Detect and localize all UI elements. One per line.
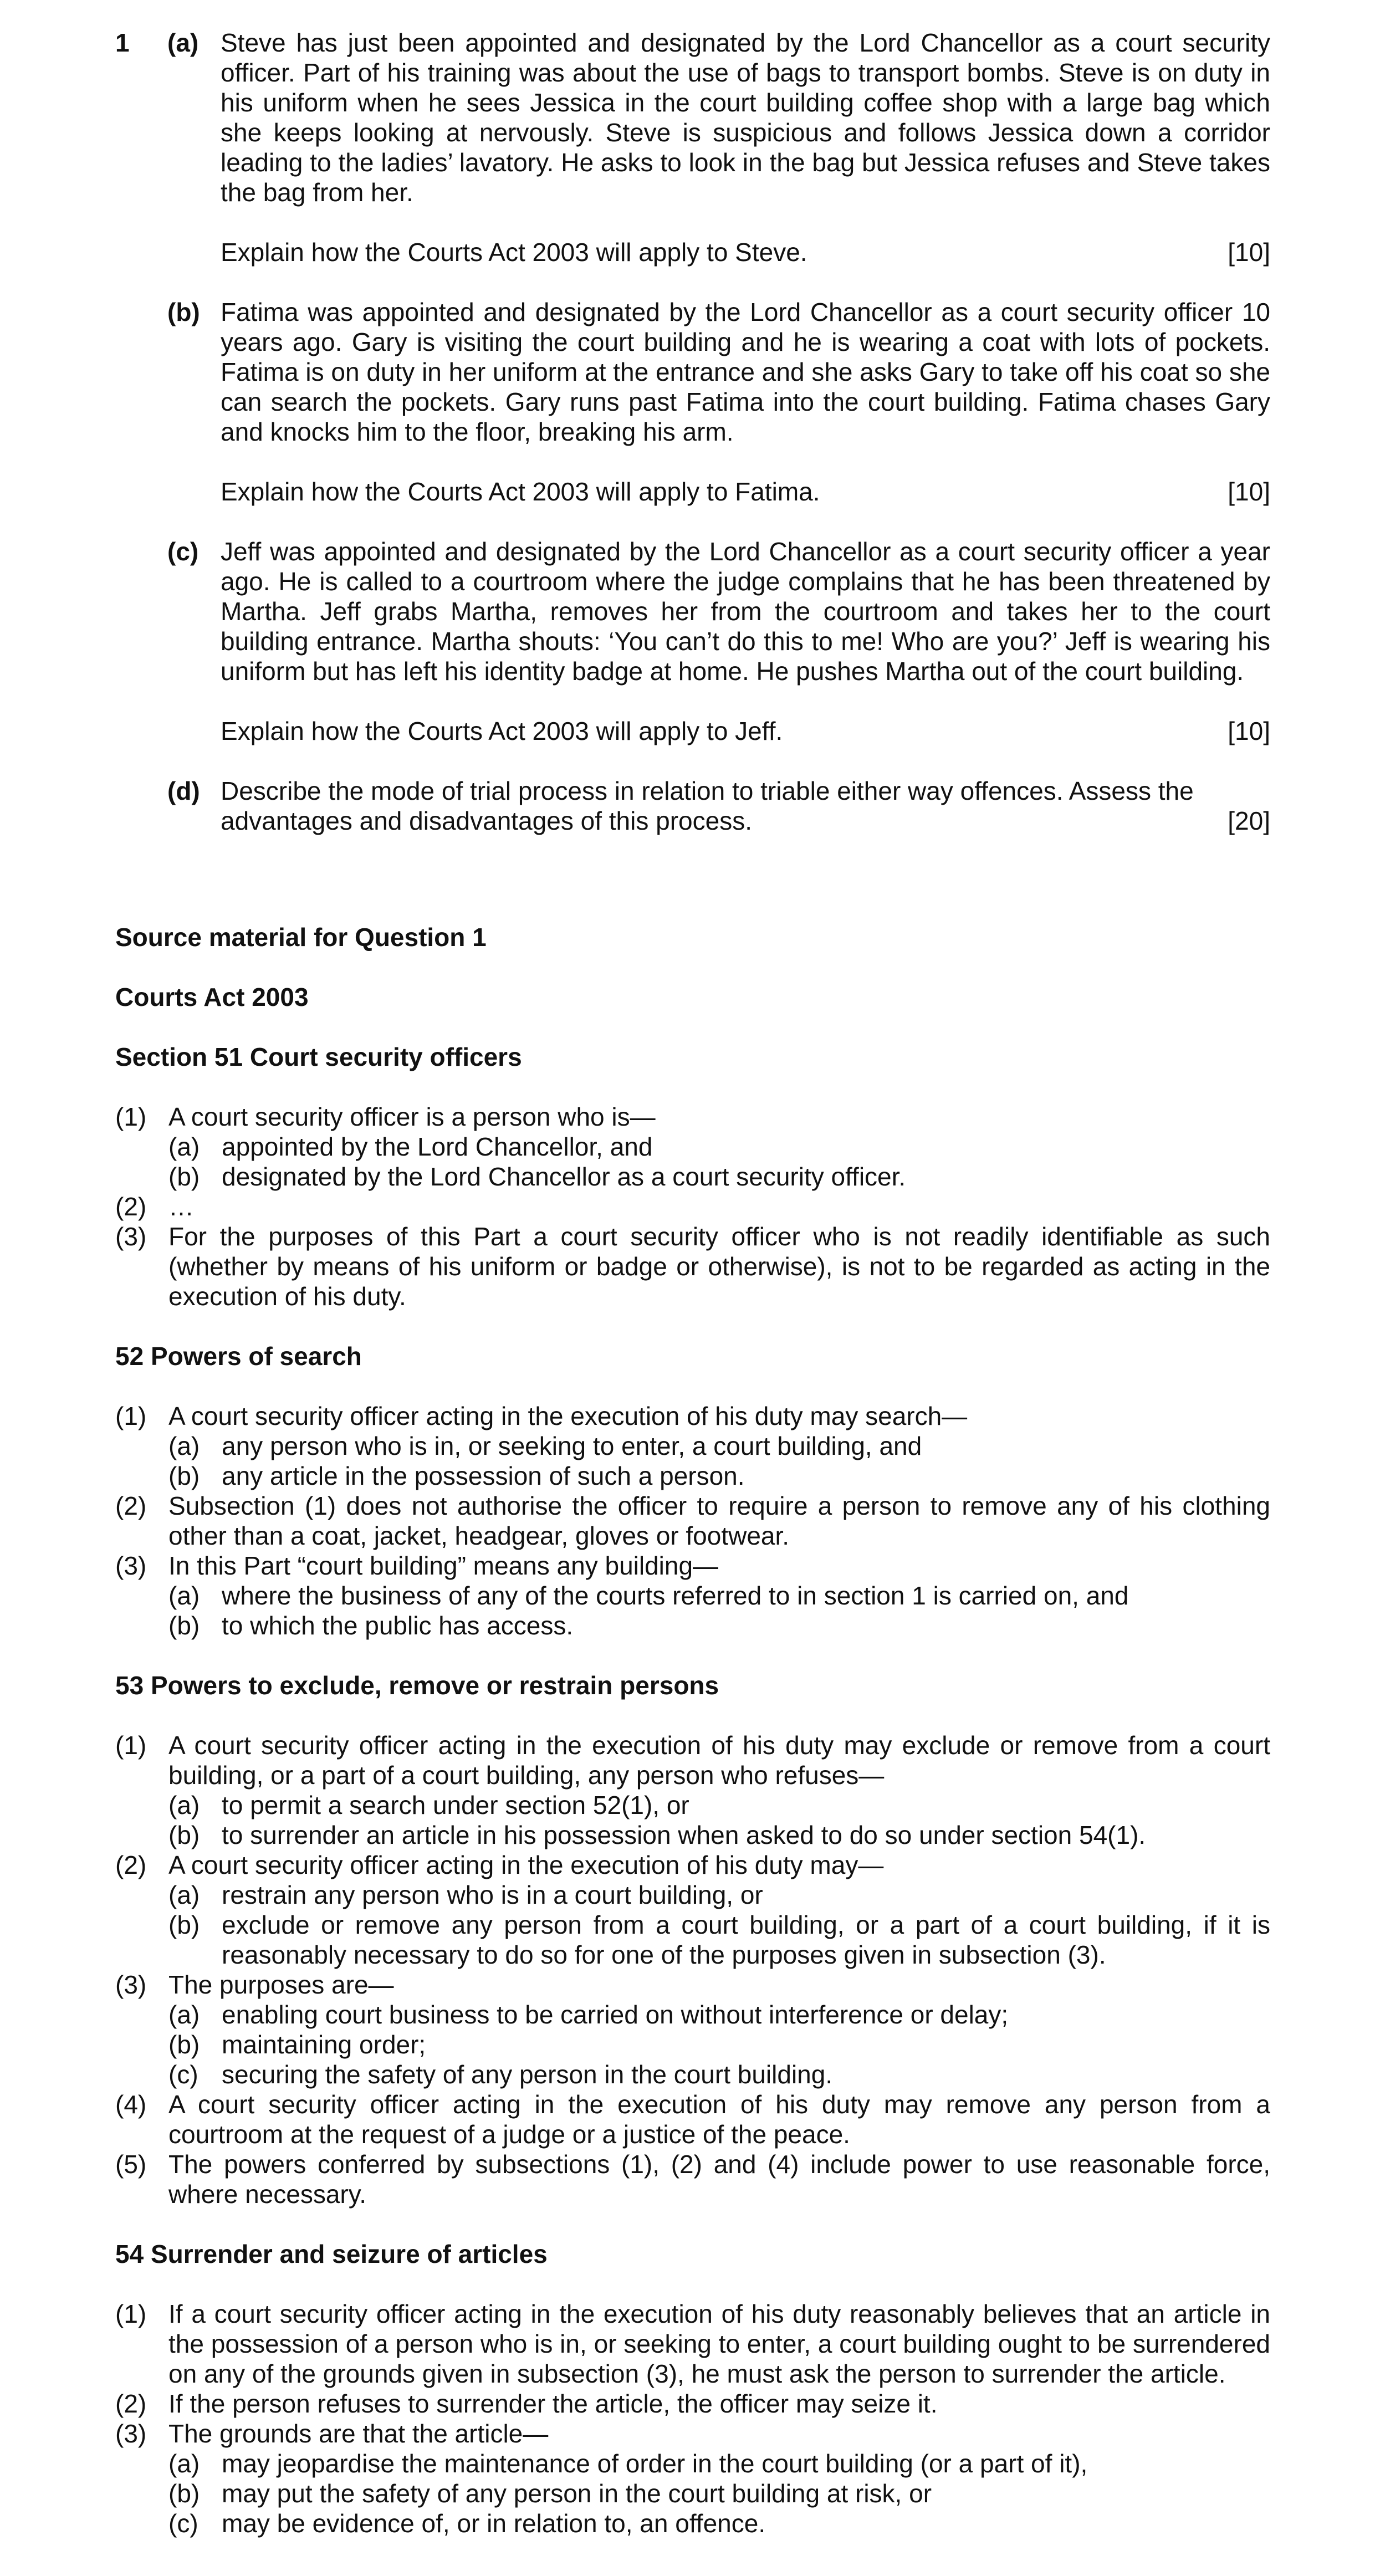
- section-heading: Section 51 Court security officers: [115, 1042, 522, 1071]
- clause-number: (1): [115, 1102, 147, 1131]
- subclause: [115, 1431, 1270, 1461]
- subclause-text: enabling court business to be carried on without interference or delay;: [222, 2000, 1009, 2029]
- part-label: (a): [167, 28, 199, 57]
- clause: [115, 1491, 1270, 1551]
- part-marks: [10]: [1228, 238, 1270, 267]
- subclause-number: (b): [168, 1162, 200, 1191]
- subclause-text: exclude or remove any person from a court building, or a part of a court building, if it is reasonably necessary to do so for one of the purposes given in subsection (3).: [222, 1910, 1270, 1969]
- subclause-number: (b): [168, 1821, 200, 1849]
- clause-text: For the purposes of this Part a court security officer who is not readily identifiable as such (whether by means of his uniform or badge or otherwise), is not to be regarded as acting in the execution of his duty.: [168, 1222, 1270, 1311]
- clause-text: If the person refuses to surrender the article, the officer may seize it.: [168, 2389, 938, 2418]
- part-task: Explain how the Courts Act 2003 will apply to Steve.: [221, 238, 807, 267]
- part-label: (d): [167, 776, 200, 805]
- subclause-text: where the business of any of the courts referred to in section 1 is carried on, and: [222, 1581, 1129, 1610]
- clause-text: The purposes are—: [168, 1970, 394, 1999]
- subclause-number: (b): [168, 1461, 200, 1490]
- clause: [115, 1850, 1270, 1880]
- subclause-text: may put the safety of any person in the court building at risk, or: [222, 2479, 932, 2508]
- clause-number: (3): [115, 1970, 147, 1999]
- part-scenario: Steve has just been appointed and designated by the Lord Chancellor as a court security officer. Part of his training was about the use of bags to transport bombs. Steve is on duty in his uniform when he sees Jessica in the court building coffee shop with a large bag which she keeps looking at nervously. Steve is suspicious and follows Jessica down a corridor leading to the ladies’ lavatory. He asks to look in the bag but Jessica refuses and Steve takes the bag from her.: [221, 28, 1270, 207]
- subclause-number: (b): [168, 1910, 200, 1939]
- part-label: (b): [167, 298, 200, 326]
- clause-text: If a court security officer acting in the execution of his duty reasonably believes that an article in the possession of a person who is in, or seeking to enter, a court building ought to be surrendered on any of the grounds given in subsection (3), he must ask the person to surrender the article.: [168, 2299, 1270, 2388]
- clause-text: Subsection (1) does not authorise the officer to require a person to remove any of his clothing other than a coat, jacket, headgear, gloves or footwear.: [168, 1491, 1270, 1550]
- subclause: [115, 2478, 1270, 2508]
- subclause-text: restrain any person who is in a court building, or: [222, 1880, 763, 1909]
- subclause-text: to surrender an article in his possession when asked to do so under section 54(1).: [222, 1821, 1146, 1849]
- clause-text: The powers conferred by subsections (1), (2) and (4) include power to use reasonable force, where necessary.: [168, 2150, 1270, 2209]
- question-part-d: [167, 776, 1270, 836]
- subclause-number: (c): [168, 2060, 198, 2089]
- part-task-line: [221, 237, 1270, 267]
- subclause-number: (a): [168, 2449, 200, 2478]
- clause: [115, 2299, 1270, 2389]
- subclause-text: designated by the Lord Chancellor as a court security officer.: [222, 1162, 906, 1191]
- subclause: [115, 2030, 1270, 2059]
- source-material: [115, 922, 1270, 2538]
- subclause-number: (a): [168, 1432, 200, 1460]
- subclause-text: any article in the possession of such a person.: [222, 1461, 745, 1490]
- clause-number: (2): [115, 2389, 147, 2418]
- clause-number: (2): [115, 1851, 147, 1879]
- clause-text: A court security officer acting in the execution of his duty may exclude or remove from a court building, or a part of a court building, any person who refuses—: [168, 1731, 1270, 1790]
- clause: [115, 1970, 1270, 2000]
- part-task-line: [221, 776, 1270, 836]
- source-title: Source material for Question 1: [115, 923, 487, 952]
- clause: [115, 1551, 1270, 1581]
- part-scenario: Describe the mode of trial process in relation to triable either way offences. Assess the advantages and disadvantages of this process.: [221, 776, 1194, 835]
- part-task: Explain how the Courts Act 2003 will apply to Fatima.: [221, 477, 820, 506]
- question-part-a: [167, 28, 1270, 267]
- part-task: Explain how the Courts Act 2003 will apply to Jeff.: [221, 717, 783, 745]
- question-parts: [167, 28, 1270, 836]
- question-part-c: [167, 536, 1270, 746]
- clause: [115, 1401, 1270, 1431]
- subclause: [115, 1790, 1270, 1820]
- subclause: [115, 1132, 1270, 1162]
- subclause-number: (a): [168, 1880, 200, 1909]
- clause-number: (5): [115, 2150, 147, 2179]
- subclause-text: may be evidence of, or in relation to, an offence.: [222, 2509, 766, 2538]
- clause: [115, 1221, 1270, 1311]
- subclause-number: (b): [168, 2479, 200, 2508]
- subclause: [115, 1910, 1270, 1970]
- section-heading: 54 Surrender and seizure of articles: [115, 2240, 548, 2268]
- part-task-line: [221, 477, 1270, 507]
- subclause: [115, 1162, 1270, 1192]
- clause-number: (1): [115, 1402, 147, 1430]
- subclause-text: maintaining order;: [222, 2030, 426, 2059]
- clause: [115, 2389, 1270, 2419]
- part-marks: [20]: [1228, 806, 1270, 835]
- subclause-number: (b): [168, 1611, 200, 1640]
- clause-text: A court security officer acting in the execution of his duty may search—: [168, 1402, 968, 1430]
- subclause-text: to permit a search under section 52(1), or: [222, 1791, 689, 1819]
- clause: [115, 2419, 1270, 2449]
- clause: [115, 2149, 1270, 2209]
- clause-number: (3): [115, 1222, 147, 1251]
- subclause-text: any person who is in, or seeking to enter, a court building, and: [222, 1432, 922, 1460]
- subclause: [115, 1820, 1270, 1850]
- section-heading: 52 Powers of search: [115, 1342, 362, 1371]
- clause-number: (3): [115, 1551, 147, 1580]
- clause-number: (2): [115, 1491, 147, 1520]
- clause-text: A court security officer acting in the execution of his duty may remove any person from a courtroom at the request of a judge or a justice of the peace.: [168, 2090, 1270, 2149]
- part-scenario: Fatima was appointed and designated by the Lord Chancellor as a court security officer 10 years ago. Gary is visiting the court building and he is wearing a coat with lots of pockets. Fatima is on duty in her uniform at the entrance and she asks Gary to take off his coat so she can search the pockets. Gary runs past Fatima into the court building. Fatima chases Gary and knocks him to the floor, breaking his arm.: [221, 298, 1270, 446]
- subclause-number: (c): [168, 2509, 198, 2538]
- clause-number: (1): [115, 1731, 147, 1760]
- subclause-number: (a): [168, 2000, 200, 2029]
- subclause: [115, 1461, 1270, 1491]
- subclause: [115, 1880, 1270, 1910]
- subclause-number: (a): [168, 1132, 200, 1161]
- part-label: (c): [167, 537, 199, 566]
- subclause: [115, 1611, 1270, 1640]
- question-part-b: [167, 297, 1270, 507]
- subclause: [115, 2059, 1270, 2089]
- clause-number: (2): [115, 1192, 147, 1221]
- subclause-number: (a): [168, 1581, 200, 1610]
- subclause-text: to which the public has access.: [222, 1611, 574, 1640]
- clause-number: (1): [115, 2299, 147, 2328]
- subclause-number: (a): [168, 1791, 200, 1819]
- act-title: Courts Act 2003: [115, 983, 309, 1011]
- clause: [115, 1730, 1270, 1790]
- section-heading: 53 Powers to exclude, remove or restrain persons: [115, 1671, 719, 1700]
- clause-text: A court security officer is a person who is—: [168, 1102, 656, 1131]
- subclause-text: appointed by the Lord Chancellor, and: [222, 1132, 653, 1161]
- subclause: [115, 2449, 1270, 2478]
- clause-text: The grounds are that the article—: [168, 2419, 549, 2448]
- clause: [115, 2089, 1270, 2149]
- subclause: [115, 2508, 1270, 2538]
- clause: [115, 1192, 1270, 1221]
- subclause-text: securing the safety of any person in the court building.: [222, 2060, 833, 2089]
- clause-text: In this Part “court building” means any building—: [168, 1551, 719, 1580]
- clause-number: (4): [115, 2090, 147, 2119]
- question-number: 1: [115, 28, 130, 57]
- part-marks: [10]: [1228, 717, 1270, 745]
- part-task-line: [221, 716, 1270, 746]
- subclause: [115, 1581, 1270, 1611]
- clause-text: A court security officer acting in the execution of his duty may—: [168, 1851, 884, 1879]
- subclause: [115, 2000, 1270, 2030]
- clause: [115, 1102, 1270, 1132]
- clause-text: …: [168, 1192, 194, 1221]
- part-scenario: Jeff was appointed and designated by the Lord Chancellor as a court security officer a year ago. He is called to a courtroom where the judge complains that he has been threatened by Martha. Jeff grabs Martha, removes her from the courtroom and takes her to the court building entrance. Martha shouts: ‘You can’t do this to me! Who are you?’ Jeff is wearing his uniform but has left his identity badge at home. He pushes Martha out of the court building.: [221, 537, 1270, 686]
- subclause-number: (b): [168, 2030, 200, 2059]
- part-marks: [10]: [1228, 477, 1270, 506]
- subclause-text: may jeopardise the maintenance of order in the court building (or a part of it),: [222, 2449, 1088, 2478]
- clause-number: (3): [115, 2419, 147, 2448]
